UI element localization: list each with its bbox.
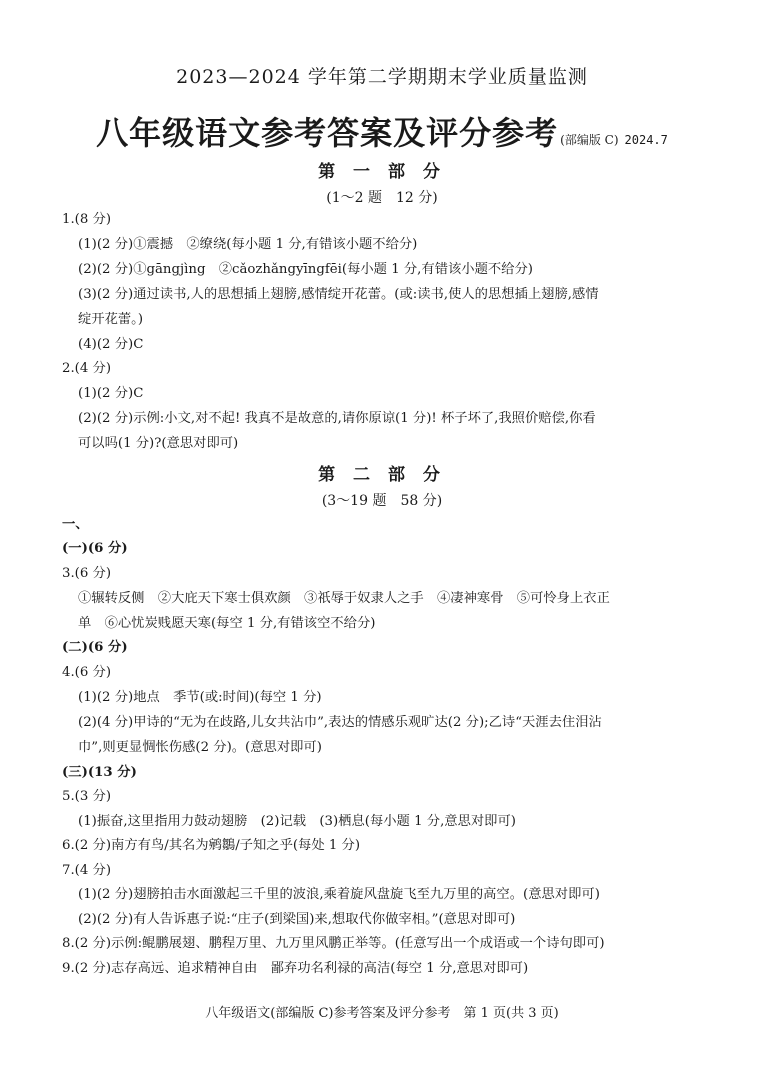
question-2-header: 2.(4 分) (62, 361, 112, 376)
subsection-heading: (一)(6 分) (62, 541, 128, 556)
answer-line: (1)(2 分)①震撼 ②缭绕(每小题 1 分,有错该小题不给分) (78, 237, 418, 252)
answer-line: 单 ⑥心忧炭贱愿天寒(每空 1 分,有错该空不给分) (78, 616, 376, 631)
date-label: 2024.7 (624, 133, 668, 147)
answer-line: 巾”,则更显惆怅伤感(2 分)。(意思对即可) (78, 740, 322, 755)
answer-line: (1)(2 分)翅膀拍击水面激起三千里的波浪,乘着旋风盘旋飞至九万里的高空。(意思对即可) (78, 887, 600, 902)
answer-line: (1)(2 分)C (78, 386, 144, 401)
question-8-answer: 8.(2 分)示例:鲲鹏展翅、鹏程万里、九万里风鹏正举等。(任意写出一个成语或一个诗句即可) (62, 936, 605, 951)
part-two-title: 第 二 部 分 (318, 465, 446, 485)
question-1-header: 1.(8 分) (62, 212, 112, 227)
answer-line: (4)(2 分)C (78, 337, 144, 352)
question-4-header: 4.(6 分) (62, 665, 112, 680)
question-5-header: 5.(3 分) (62, 789, 112, 804)
answer-line: (2)(2 分)示例:小文,对不起! 我真不是故意的,请你原谅(1 分)! 杯子坏了,我照价赔偿,你看 (78, 411, 596, 426)
subsection-heading: (二)(6 分) (62, 640, 128, 655)
part-two-subtitle: (3～19 题 58 分) (321, 493, 443, 509)
section-heading: 一、 (62, 517, 89, 532)
subsection-heading: (三)(13 分) (62, 765, 137, 780)
answer-line: 可以吗(1 分)?(意思对即可) (78, 436, 239, 451)
answer-line: (2)(2 分)有人告诉惠子说:“庄子(到梁国)来,想取代你做宰相。”(意思对即可) (78, 912, 516, 927)
page-footer: 八年级语文(部编版 C)参考答案及评分参考 第 1 页(共 3 页) (205, 1006, 559, 1021)
question-3-header: 3.(6 分) (62, 566, 112, 581)
part-one-title: 第 一 部 分 (318, 162, 446, 182)
answer-line: (3)(2 分)通过读书,人的思想插上翅膀,感情绽开花蕾。(或:读书,使人的思想插上翅膀,感情 (78, 287, 599, 302)
answer-line: 绽开花蕾。) (78, 312, 144, 327)
question-9-answer: 9.(2 分)志存高远、追求精神自由 鄙弃功名利禄的高洁(每空 1 分,意思对即可) (62, 961, 529, 976)
document-title: 八年级语文参考答案及评分参考 (96, 114, 559, 152)
answer-line: (2)(2 分)①gāngjìng ②cǎozhǎngyīngfēi(每小题 1 分,有错该小题不给分) (78, 262, 533, 277)
question-7-header: 7.(4 分) (62, 863, 112, 878)
question-6-answer: 6.(2 分)南方有鸟/其名为鹓鶵/子知之乎(每处 1 分) (62, 838, 361, 853)
answer-line: (1)(2 分)地点 季节(或:时间)(每空 1 分) (78, 690, 322, 705)
answer-line: (2)(4 分)甲诗的“无为在歧路,儿女共沾巾”,表达的情感乐观旷达(2 分);乙诗“天涯去住泪沾 (78, 715, 602, 730)
part-one-subtitle: (1～2 题 12 分) (326, 190, 438, 206)
exam-heading: 2023—2024 学年第二学期期末学业质量监测 (176, 66, 588, 88)
edition-label: (部编版 C) (560, 133, 619, 147)
answer-line: (1)振奋,这里指用力鼓动翅膀 (2)记载 (3)栖息(每小题 1 分,意思对即可) (78, 814, 516, 829)
answer-line: ①辗转反侧 ②大庇天下寒士俱欢颜 ③祇辱于奴隶人之手 ④凄神寒骨 ⑤可怜身上衣正 (78, 591, 610, 606)
document-title-row (0, 108, 764, 154)
